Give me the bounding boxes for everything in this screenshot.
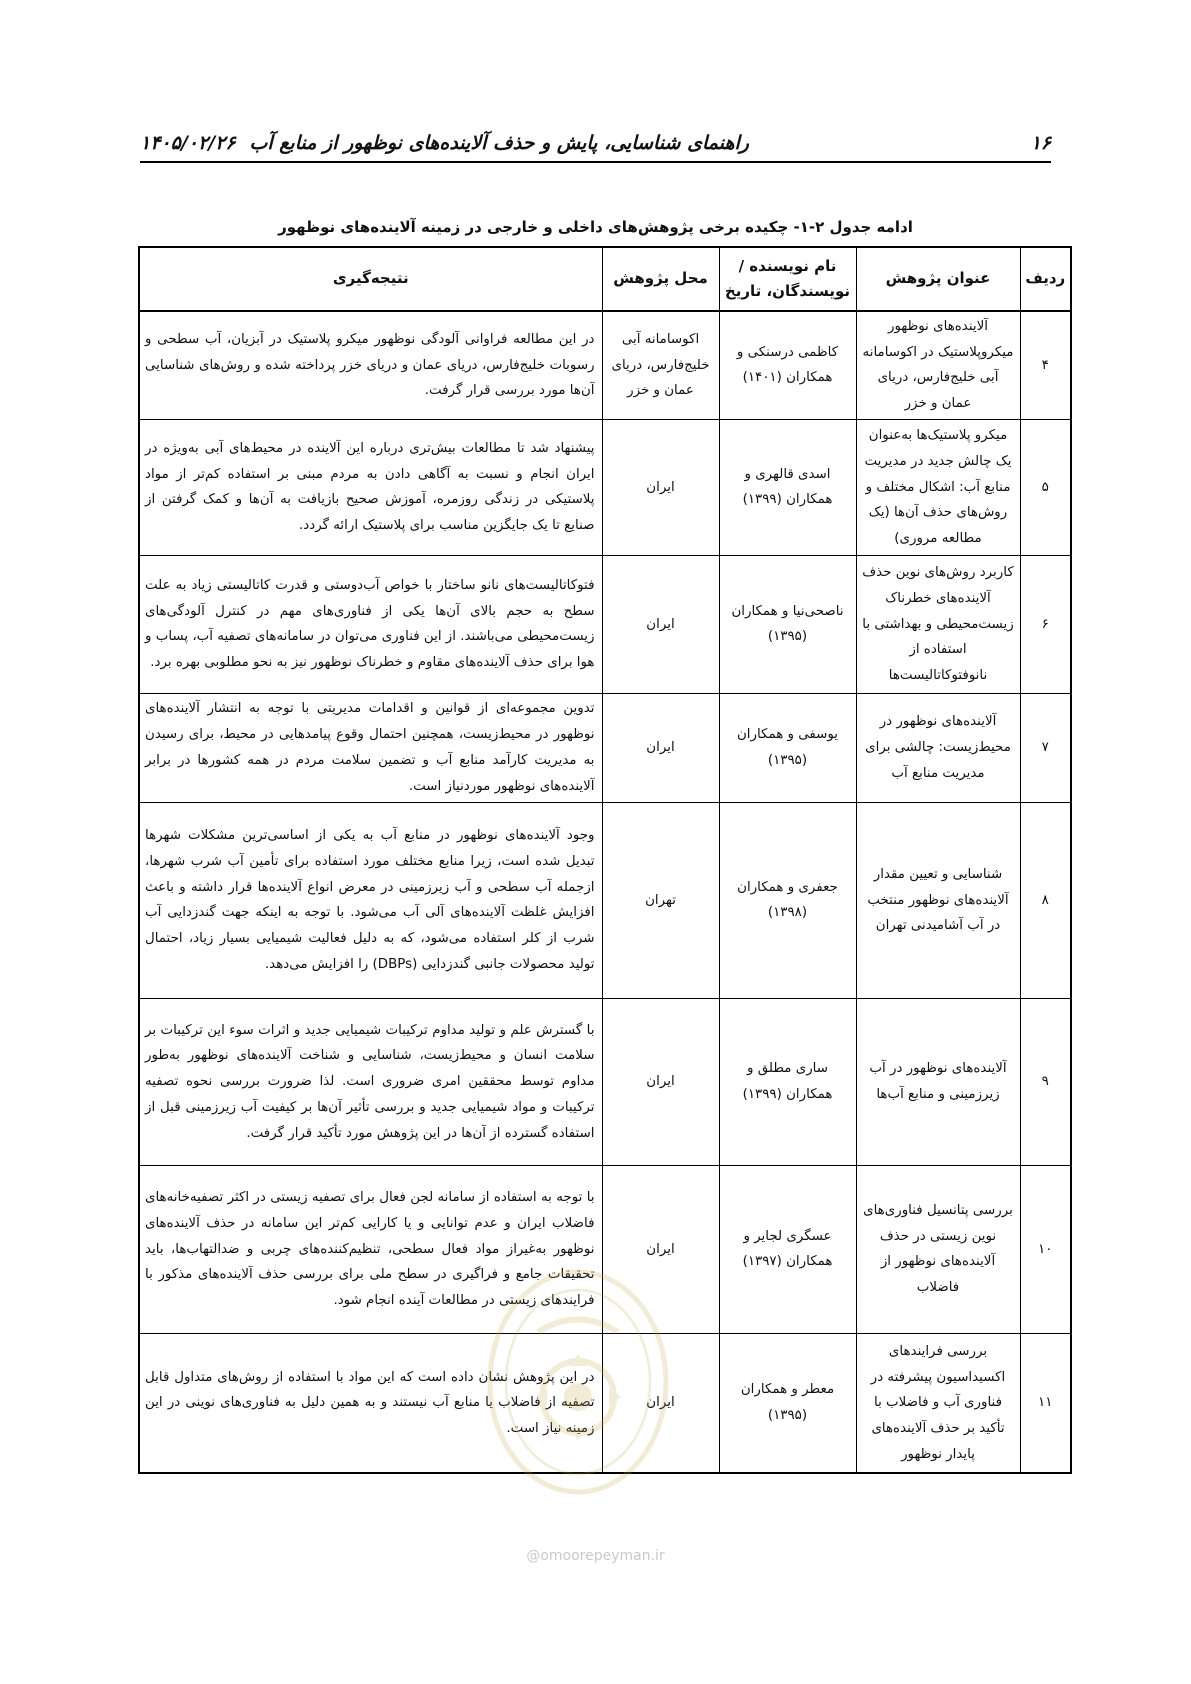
result-cell: تدوین مجموعه‌ای از قوانین و اقدامات مدیریتی با توجه به انتشار آلاینده‌های نوظهور در محیط‌زیست، همچنین احتمال وقوع پیامدهایی در محیط، برای رسیدن به مدیریت کارآمد منابع آب و تضمین سلامت مردم در همه کشورها در برابر آلاینده‌های نوظهور موردنیاز است. [139,693,602,802]
place-cell: ایران [602,998,719,1165]
research-title-cell: میکرو پلاستیک‌ها به‌عنوان یک چالش جدید در مدیریت منابع آب: اشکال مختلف و روش‌های حذف آن‌ها (یک مطالعه مروری) [856,419,1020,555]
research-title-cell: بررسی پتانسیل فناوری‌های نوین زیستی در حذف آلاینده‌های نوظهور از فاضلاب [856,1165,1020,1333]
result-cell: در این پژوهش نشان داده است که این مواد با استفاده از روش‌های متداول قابل تصفیه از فاضلاب یا منابع آب نیستند و به همین دلیل به فناوری‌های نوینی در این زمینه نیاز است. [139,1333,602,1473]
document-code: ۱۴۰۵/۰۲/۲۶ [140,132,236,154]
site-watermark: @omoorepeyman.ir [526,1548,665,1564]
result-cell: در این مطالعه فراوانی آلودگی نوظهور میکرو پلاستیک در آبزیان، آب سطحی و رسوبات خلیج‌فارس، دریای عمان و دریای خزر پرداخته شده و روش‌های شناسایی آن‌ها مورد بررسی قرار گرفت. [139,311,602,419]
table-header-row [139,247,1071,311]
authors-cell: معطر و همکاران (۱۳۹۵) [719,1333,856,1473]
place-cell: ایران [602,419,719,555]
research-title-cell: بررسی فرایندهای اکسیداسیون پیشرفته در فناوری آب و فاضلاب با تأکید بر حذف آلاینده‌های پایدار نوظهور [856,1333,1020,1473]
table-container [140,246,1072,1474]
research-title-cell: آلاینده‌های نوظهور در آب زیرزمینی و منابع آب‌ها [856,998,1020,1165]
header-title-group [140,132,749,154]
place-cell: ایران [602,1333,719,1473]
research-title-cell: آلاینده‌های نوظهور میکروپلاستیک در اکوسامانه آبی خلیج‌فارس، دریای عمان و خزر [856,311,1020,419]
place-cell: ایران [602,555,719,693]
table-row [139,1333,1071,1473]
column-header-result: نتیجه‌گیری [139,247,602,311]
result-cell: پیشنهاد شد تا مطالعات بیش‌تری درباره این آلاینده در محیط‌های آبی به‌ویژه در ایران انجام و نسبت به آگاهی دادن به مردم مبنی بر استفاده کم‌تر از مواد پلاستیکی در زندگی روزمره، آموزش صحیح بازیافت به آن‌ها و کمک گرفتن از صنایع تا یک جایگزین مناسب برای پلاستیک ارائه گردد. [139,419,602,555]
row-number-cell: ۴ [1020,311,1071,419]
row-number-cell: ۹ [1020,998,1071,1165]
authors-cell: اسدی قالهری و همکاران (۱۳۹۹) [719,419,856,555]
authors-cell: ساری مطلق و همکاران (۱۳۹۹) [719,998,856,1165]
research-summary-table [138,246,1072,1474]
row-number-cell: ۱۰ [1020,1165,1071,1333]
result-cell: فتوکاتالیست‌های نانو ساختار با خواص آب‌دوستی و قدرت کاتالیستی زیاد به علت سطح به حجم بالای آن‌ها یکی از فناوری‌های مهم در کنترل آلودگی‌های زیست‌محیطی می‌باشند. از این فناوری می‌توان در سامانه‌های تصفیه آب، پساب و هوا برای حذف آلاینده‌های مقاوم و خطرناک نوظهور نیز به نحو مطلوبی بهره برد. [139,555,602,693]
table-row [139,419,1071,555]
row-number-cell: ۶ [1020,555,1071,693]
column-header-title: عنوان پژوهش [856,247,1020,311]
table-row [139,311,1071,419]
header-rule [140,161,1051,163]
running-header [140,128,1051,158]
authors-cell: یوسفی و همکاران (۱۳۹۵) [719,693,856,802]
table-row [139,802,1071,998]
row-number-cell: ۸ [1020,802,1071,998]
column-header-row-number: ردیف [1020,247,1071,311]
document-title: راهنمای شناسایی، پایش و حذف آلاینده‌های نوظهور از منابع آب [249,132,749,154]
table-caption: ادامه جدول ۲-۱- چکیده برخی پژوهش‌های داخلی و خارجی در زمینه آلاینده‌های نوظهور [278,218,913,236]
authors-cell: کاظمی درسنکی و همکاران (۱۴۰۱) [719,311,856,419]
row-number-cell: ۵ [1020,419,1071,555]
row-number-cell: ۱۱ [1020,1333,1071,1473]
result-cell: با گسترش علم و تولید مداوم ترکیبات شیمیایی جدید و اثرات سوء این ترکیبات بر سلامت انسان و محیط‌زیست، شناسایی و شناخت آلاینده‌های نوظهور به‌طور مداوم توسط محققین امری ضروری است. لذا ضرورت بررسی نحوه تصفیه ترکیبات و مواد شیمیایی جدید و بررسی تأثیر آن‌ها بر کیفیت آب زیرزمینی قبل از استفاده گسترده از آن‌ها در این پژوهش مورد تأکید قرار گرفت. [139,998,602,1165]
place-cell: تهران [602,802,719,998]
research-title-cell: کاربرد روش‌های نوین حذف آلاینده‌های خطرناک زیست‌محیطی و بهداشتی با استفاده از نانوفتوکاتالیست‌ها [856,555,1020,693]
table-row [139,693,1071,802]
result-cell: با توجه به استفاده از سامانه لجن فعال برای تصفیه زیستی در اکثر تصفیه‌خانه‌های فاضلاب ایران و عدم توانایی و یا کارایی کم‌تر این سامانه در حذف آلاینده‌های نوظهور به‌غیراز مواد فعال سطحی، تنظیم‌کننده‌های چربی و ضدالتهاب‌ها، باید تحقیقات جامع و فراگیری در سطح ملی برای بررسی حذف آلاینده‌های مذکور با فرایندهای زیستی در مطالعات آینده انجام شود. [139,1165,602,1333]
table-row [139,1165,1071,1333]
authors-cell: جعفری و همکاران (۱۳۹۸) [719,802,856,998]
place-cell: اکوسامانه آبی خلیج‌فارس، دریای عمان و خزر [602,311,719,419]
place-cell: ایران [602,693,719,802]
result-cell: وجود آلاینده‌های نوظهور در منابع آب به یکی از اساسی‌ترین مشکلات شهرها تبدیل شده است، زیرا منابع مختلف مورد استفاده برای تأمین آب شرب شهرها، ازجمله آب سطحی و آب زیرزمینی در معرض انواع آلاینده‌ها قرار داشته و باعث افزایش غلظت آلاینده‌های آلی آب می‌شود. با توجه به اینکه جهت گندزدایی آب شرب از کلر استفاده می‌شود، که به دلیل فعالیت شیمیایی بسیار زیاد، احتمال تولید محصولات جانبی گندزدایی (DBPs) را افزایش می‌دهد. [139,802,602,998]
authors-cell: ناصحی‌نیا و همکاران (۱۳۹۵) [719,555,856,693]
table-row [139,998,1071,1165]
place-cell: ایران [602,1165,719,1333]
column-header-place: محل پژوهش [602,247,719,311]
page-number: ۱۶ [1030,132,1051,154]
research-title-cell: آلاینده‌های نوظهور در محیط‌زیست: چالشی برای مدیریت منابع آب [856,693,1020,802]
authors-cell: عسگری لجایر و همکاران (۱۳۹۷) [719,1165,856,1333]
research-title-cell: شناسایی و تعیین مقدار آلاینده‌های نوظهور منتخب در آب آشامیدنی تهران [856,802,1020,998]
table-row [139,555,1071,693]
column-header-authors: نام نویسنده / نویسندگان، تاریخ [719,247,856,311]
row-number-cell: ۷ [1020,693,1071,802]
